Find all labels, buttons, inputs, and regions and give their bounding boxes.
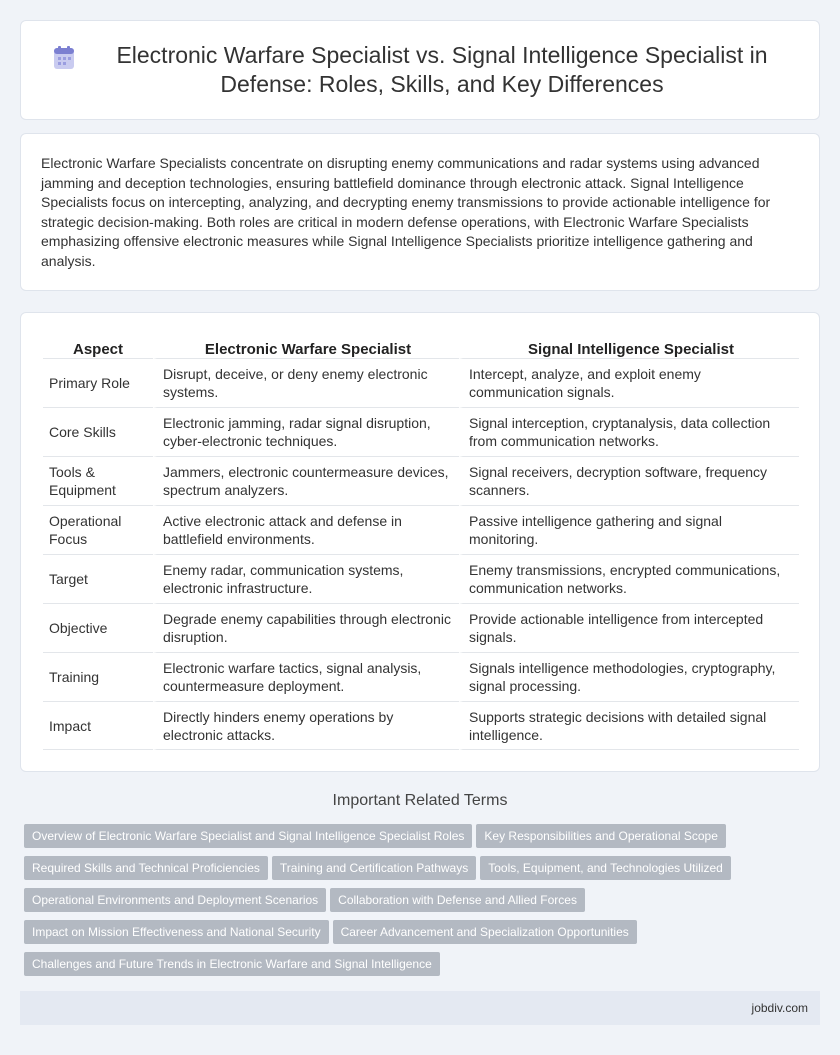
header-signal-intelligence: Signal Intelligence Specialist (459, 333, 799, 358)
related-terms-tags (24, 824, 824, 984)
aspect-cell: Target (43, 554, 153, 603)
sigint-cell: Enemy transmissions, encrypted communications, communication networks. (459, 554, 799, 603)
ew-cell: Enemy radar, communication systems, electronic infrastructure. (153, 554, 459, 603)
sigint-cell: Signal interception, cryptanalysis, data collection from communication networks. (459, 407, 799, 456)
aspect-cell: Tools & Equipment (43, 456, 153, 505)
related-terms-heading: Important Related Terms (332, 792, 508, 809)
related-term-tag[interactable]: Challenges and Future Trends in Electronic Warfare and Signal Intelligence (24, 952, 440, 976)
table-row (43, 652, 799, 701)
table-row (43, 358, 799, 407)
related-term-tag[interactable]: Impact on Mission Effectiveness and National Security (24, 920, 329, 944)
table-row (43, 554, 799, 603)
related-term-tag[interactable]: Required Skills and Technical Proficiencies (24, 856, 268, 880)
ew-cell: Disrupt, deceive, or deny enemy electronic systems. (153, 358, 459, 407)
sigint-cell: Signals intelligence methodologies, cryptography, signal processing. (459, 652, 799, 701)
header-aspect: Aspect (72, 341, 124, 358)
table-row (43, 505, 799, 554)
related-term-tag[interactable]: Collaboration with Defense and Allied Forces (330, 888, 585, 912)
intro-card (20, 133, 820, 291)
title-wrap (21, 41, 819, 99)
related-term-tag[interactable]: Overview of Electronic Warfare Specialist and Signal Intelligence Specialist Roles (24, 824, 472, 848)
intro-text: Electronic Warfare Specialists concentrate on disrupting enemy communications and radar systems using advanced jamming and deception technologies, ensuring battlefield dominance through electronic attack. Signal Intelligence Specialists focus on intercepting, analyzing, and decrypting enemy transmissions to provide actionable intelligence for strategic decision-making. Both roles are critical in modern defense operations, with Electronic Warfare Specialists emphasizing offensive electronic measures while Signal Intelligence Specialists prioritize intelligence gathering and analysis. (41, 155, 771, 269)
sigint-cell: Passive intelligence gathering and signal monitoring. (459, 505, 799, 554)
table-row (43, 407, 799, 456)
aspect-cell: Training (43, 652, 153, 701)
comparison-table-card (20, 312, 820, 772)
ew-cell: Degrade enemy capabilities through electronic disruption. (153, 603, 459, 652)
header-card (20, 20, 820, 120)
aspect-cell: Primary Role (43, 358, 153, 407)
page-title: Electronic Warfare Specialist vs. Signal Intelligence Specialist in Defense: Roles, Skills, and Key Differences (116, 42, 768, 97)
aspect-cell: Impact (43, 701, 153, 750)
table-row (43, 603, 799, 652)
related-term-tag[interactable]: Tools, Equipment, and Technologies Utilized (480, 856, 731, 880)
related-term-tag[interactable]: Career Advancement and Specialization Opportunities (333, 920, 637, 944)
footer (20, 991, 820, 1025)
sigint-cell: Supports strategic decisions with detailed signal intelligence. (459, 701, 799, 750)
ew-cell: Jammers, electronic countermeasure devices, spectrum analyzers. (153, 456, 459, 505)
ew-cell: Directly hinders enemy operations by electronic attacks. (153, 701, 459, 750)
related-term-tag[interactable]: Operational Environments and Deployment Scenarios (24, 888, 326, 912)
table-header-row (43, 333, 799, 358)
document-icon (51, 45, 77, 71)
aspect-cell: Core Skills (43, 407, 153, 456)
footer-site-link[interactable]: jobdiv.com (751, 1001, 808, 1015)
ew-cell: Active electronic attack and defense in battlefield environments. (153, 505, 459, 554)
related-term-tag[interactable]: Key Responsibilities and Operational Scope (476, 824, 725, 848)
ew-cell: Electronic warfare tactics, signal analysis, countermeasure deployment. (153, 652, 459, 701)
sigint-cell: Signal receivers, decryption software, frequency scanners. (459, 456, 799, 505)
ew-cell: Electronic jamming, radar signal disruption, cyber-electronic techniques. (153, 407, 459, 456)
sigint-cell: Intercept, analyze, and exploit enemy communication signals. (459, 358, 799, 407)
comparison-table (43, 333, 799, 750)
sigint-cell: Provide actionable intelligence from intercepted signals. (459, 603, 799, 652)
related-term-tag[interactable]: Training and Certification Pathways (272, 856, 476, 880)
aspect-cell: Operational Focus (43, 505, 153, 554)
header-electronic-warfare: Electronic Warfare Specialist (153, 333, 459, 358)
table-row (43, 701, 799, 750)
aspect-cell: Objective (43, 603, 153, 652)
table-row (43, 456, 799, 505)
